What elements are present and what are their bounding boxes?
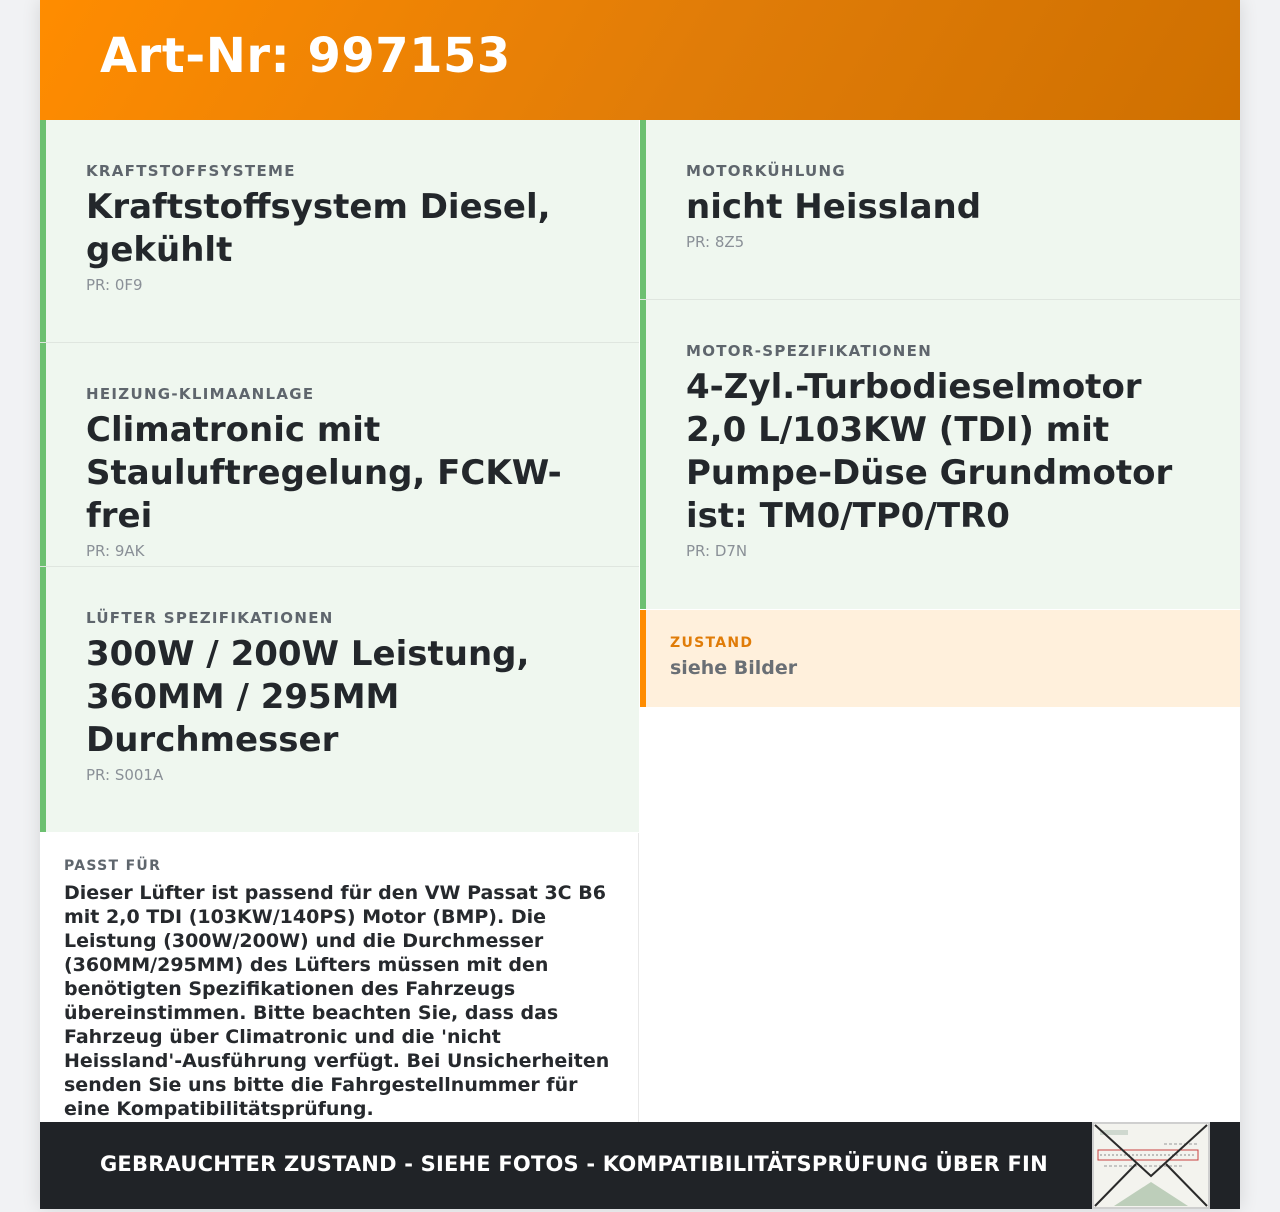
card-label: MOTORKÜHLUNG	[686, 162, 846, 180]
card-engine-specs	[640, 300, 1240, 609]
card-fuel-system	[40, 120, 639, 342]
card-value: 300W / 200W Leistung, 360MM / 295MM Durchmesser	[86, 634, 530, 760]
card-pr-code: PR: 0F9	[86, 276, 143, 294]
vehicle-document-thumbnail-icon[interactable]	[1092, 1122, 1210, 1209]
header-banner	[40, 0, 1240, 120]
card-value: Climatronic mit Stauluftregelung, FCKW-frei	[86, 410, 562, 536]
card-label: LÜFTER SPEZIFIKATIONEN	[86, 609, 334, 627]
card-value: Kraftstoffsystem Diesel, gekühlt	[86, 187, 551, 270]
card-value: nicht Heissland	[686, 187, 982, 227]
card-pr-code: PR: 8Z5	[686, 233, 745, 251]
condition-label: ZUSTAND	[670, 635, 754, 651]
card-label: HEIZUNG-KLIMAANLAGE	[86, 385, 315, 403]
article-number-title: Art-Nr: 997153	[100, 28, 511, 84]
envelope-thumbnail-icon	[1094, 1124, 1208, 1207]
product-sheet	[40, 0, 1240, 1209]
card-fan-specs	[40, 567, 639, 832]
condition-value: siehe Bilder	[670, 657, 798, 679]
footer-bar	[40, 1122, 1240, 1209]
compatibility-text: Dieser Lüfter ist passend für den VW Passat 3C B6 mit 2,0 TDI (103KW/140PS) Motor (BMP). Die Leistung (300W/200W) und die Durchmesser (360MM/295MM) des Lüfters müssen mit den benötigten Spezifikationen des Fahrzeugs übereinstimmen. Bitte beachten Sie, dass das Fahrzeug über Climatronic und die 'nicht Heissland'-Ausführung verfügt. Bei Unsicherheiten senden Sie uns bitte die Fahrgestellnummer für eine Kompatibilitätsprüfung.	[64, 882, 610, 1120]
card-label: KRAFTSTOFFSYSTEME	[86, 162, 296, 180]
card-pr-code: PR: S001A	[86, 766, 164, 784]
card-heating-climate	[40, 343, 639, 566]
footer-text: GEBRAUCHTER ZUSTAND - SIEHE FOTOS - KOMPATIBILITÄTSPRÜFUNG ÜBER FIN	[100, 1152, 1048, 1176]
card-pr-code: PR: 9AK	[86, 542, 145, 560]
compatibility-label: PASST FÜR	[64, 858, 162, 874]
condition-box	[640, 610, 1240, 707]
card-pr-code: PR: D7N	[686, 542, 748, 560]
compatibility-section	[40, 833, 639, 1122]
card-value: 4-Zyl.-Turbodieselmotor 2,0 L/103KW (TDI) mit Pumpe-Düse Grundmotor ist: TM0/TP0/TR0	[686, 367, 1173, 536]
card-label: MOTOR-SPEZIFIKATIONEN	[686, 342, 933, 360]
card-engine-cooling	[640, 120, 1240, 299]
